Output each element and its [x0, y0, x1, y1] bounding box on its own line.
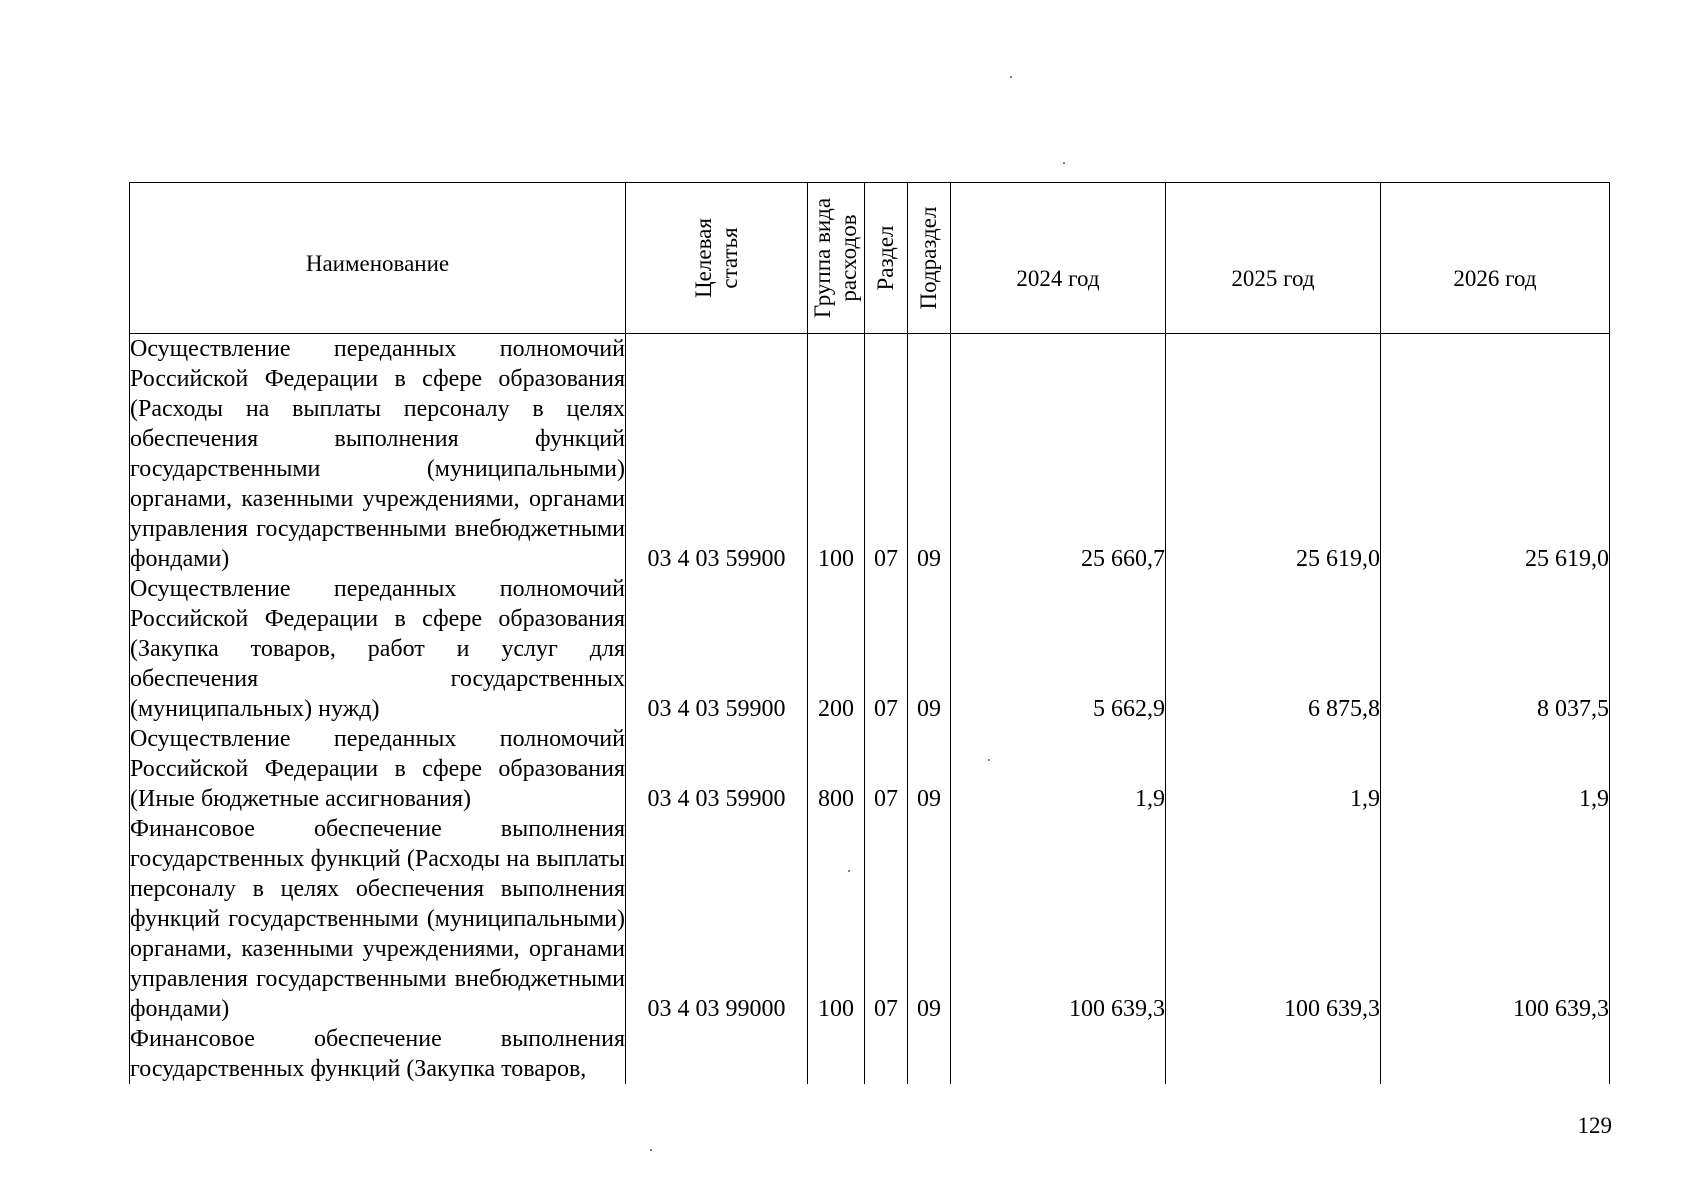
- row-name: Осуществление переданных полномочий Российской Федерации в сфере образования (Иные бюджетные ассигнования): [130, 726, 625, 812]
- header-2024: 2024 год: [951, 183, 1166, 334]
- row-2025: [1166, 1024, 1381, 1084]
- row-2024: 25 660,7: [951, 334, 1166, 575]
- row-group: [808, 1024, 865, 1084]
- header-row: [130, 183, 1610, 334]
- row-name: Финансовое обеспечение выполнения государственных функций (Закупка товаров,: [130, 1026, 625, 1082]
- row-name: Осуществление переданных полномочий Российской Федерации в сфере образования (Закупка товаров, работ и услуг для обеспечения государственных (муниципальных) нужд): [130, 576, 625, 722]
- row-2026: 25 619,0: [1381, 334, 1610, 575]
- header-section: Раздел: [865, 183, 908, 334]
- page-number: 129: [1577, 1113, 1612, 1138]
- row-group: 100: [808, 814, 865, 1024]
- row-2026: 100 639,3: [1381, 814, 1610, 1024]
- row-2025: 25 619,0: [1166, 334, 1381, 575]
- row-subsection: 09: [908, 814, 951, 1024]
- header-2025: 2025 год: [1166, 183, 1381, 334]
- scan-speck: [1010, 76, 1012, 78]
- table-row: [130, 724, 1610, 814]
- table-row: [130, 574, 1610, 724]
- row-2024: 5 662,9: [951, 574, 1166, 724]
- row-subsection: 09: [908, 724, 951, 814]
- row-2026: [1381, 1024, 1610, 1084]
- row-section: 07: [865, 334, 908, 575]
- table-row: [130, 334, 1610, 575]
- header-group: Группа вида расходов: [808, 183, 865, 334]
- row-group: 100: [808, 334, 865, 575]
- row-name: Осуществление переданных полномочий Российской Федерации в сфере образования (Расходы на выплаты персоналу в целях обеспечения выполнения функций государственными (муниципальными) органами, казенными учреждениями, органами управления государственными внебюджетными фондами): [130, 334, 626, 575]
- row-section: [865, 1024, 908, 1084]
- row-2025: 6 875,8: [1166, 574, 1381, 724]
- table-row: [130, 1024, 1610, 1084]
- row-section: 07: [865, 814, 908, 1024]
- row-subsection: 09: [908, 334, 951, 575]
- row-2024: 100 639,3: [951, 814, 1166, 1024]
- row-2024: [951, 1024, 1166, 1084]
- header-subsection: Подраздел: [908, 183, 951, 334]
- row-subsection: 09: [908, 574, 951, 724]
- scan-speck: [1063, 162, 1065, 164]
- row-2025: 1,9: [1166, 724, 1381, 814]
- row-group: 200: [808, 574, 865, 724]
- row-group: 800: [808, 724, 865, 814]
- header-2026: 2026 год: [1381, 183, 1610, 334]
- row-target: 03 4 03 59900: [626, 334, 808, 575]
- table-row: [130, 814, 1610, 1024]
- row-2026: 8 037,5: [1381, 574, 1610, 724]
- header-name: Наименование: [130, 183, 626, 334]
- header-target: Целевая статья: [626, 183, 808, 334]
- row-target: 03 4 03 59900: [626, 574, 808, 724]
- row-name: Финансовое обеспечение выполнения государственных функций (Расходы на выплаты персоналу в целях обеспечения выполнения функций государственными (муниципальными) органами, казенными учреждениями, органами управления государственными внебюджетными фондами): [130, 816, 625, 1022]
- row-target: 03 4 03 99000: [626, 814, 808, 1024]
- row-section: 07: [865, 574, 908, 724]
- row-2024: 1,9: [951, 724, 1166, 814]
- row-target: 03 4 03 59900: [626, 724, 808, 814]
- row-2026: 1,9: [1381, 724, 1610, 814]
- row-2025: 100 639,3: [1166, 814, 1381, 1024]
- row-target: [626, 1024, 808, 1084]
- scan-speck: [650, 1149, 652, 1151]
- budget-table: [129, 182, 1610, 1084]
- row-section: 07: [865, 724, 908, 814]
- row-subsection: [908, 1024, 951, 1084]
